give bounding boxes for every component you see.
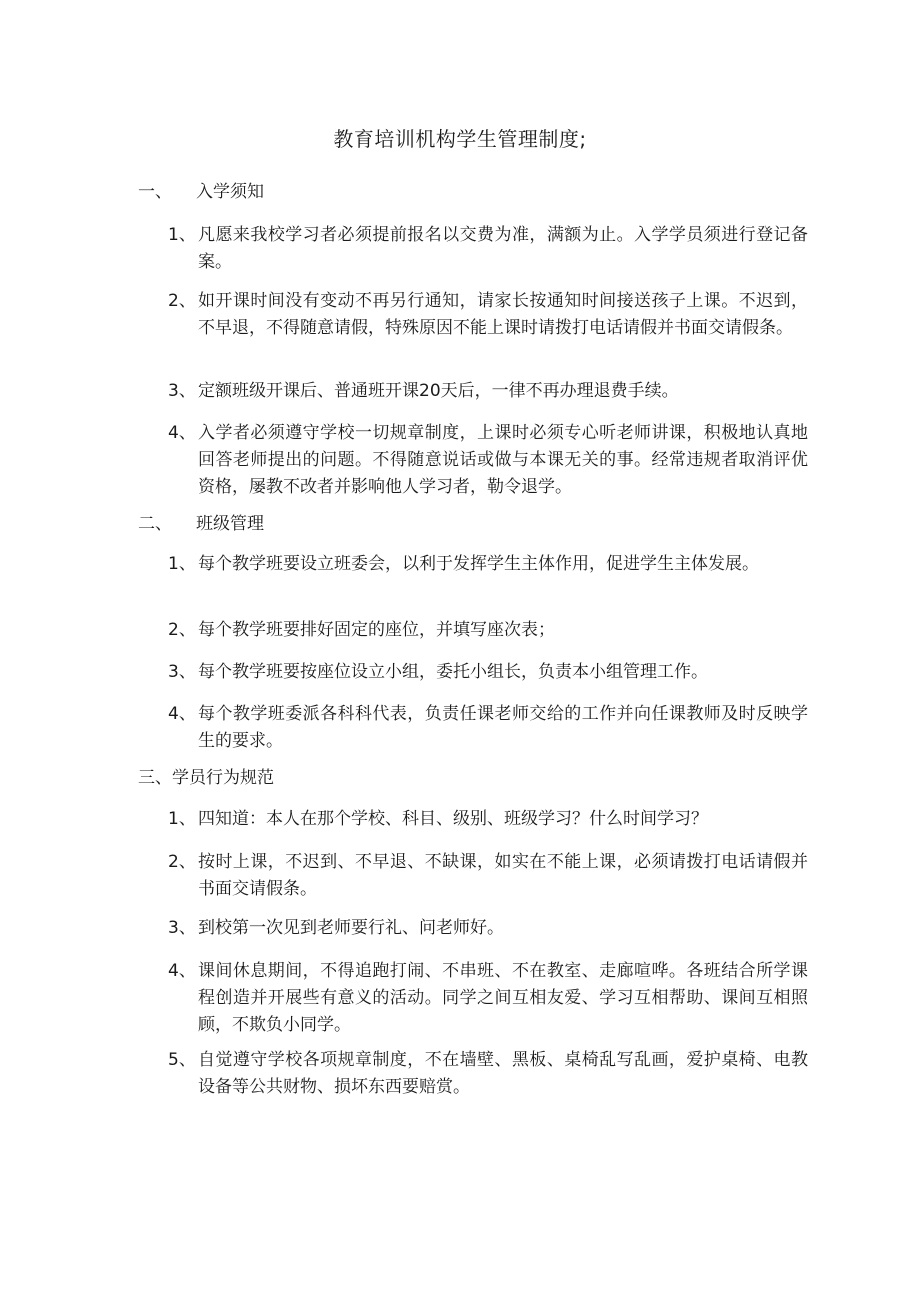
section-title: 入学须知 <box>196 182 264 202</box>
section-title: 班级管理 <box>196 514 264 534</box>
section-number: 三、 <box>138 768 172 788</box>
item-text: 每个教学班要排好固定的座位，并填写座次表； <box>198 620 555 640</box>
list-item <box>168 915 808 942</box>
section-heading-2 <box>138 512 264 536</box>
item-number: 4、 <box>168 423 196 443</box>
item-number: 3、 <box>168 662 196 682</box>
item-number: 2、 <box>168 852 196 872</box>
section-heading-1 <box>138 180 264 204</box>
item-text: 定额班级开课后、普通班开课20天后，一律不再办理退费手续。 <box>198 381 679 401</box>
item-text: 如开课时间没有变动不再另行通知，请家长按通知时间接送孩子上课。不迟到，不早退，不得随意请假，特殊原因不能上课时请拨打电话请假并书面交请假条。 <box>198 291 808 338</box>
list-item <box>168 849 808 903</box>
list-item <box>168 958 808 1039</box>
item-text: 到校第一次见到老师要行礼、问老师好。 <box>198 918 504 938</box>
item-number: 4、 <box>168 704 196 724</box>
list-item <box>168 701 808 755</box>
item-text: 入学者必须遵守学校一切规章制度，上课时必须专心听老师讲课，积极地认真地回答老师提出的问题。不得随意说话或做与本课无关的事。经常违规者取消评优资格，屡教不改者并影响他人学习者，勒令退学。 <box>198 423 808 497</box>
section-number: 二、 <box>138 514 172 534</box>
item-text: 每个教学班要按座位设立小组，委托小组长，负责本小组管理工作。 <box>198 662 708 682</box>
section-title: 学员行为规范 <box>172 768 274 788</box>
item-number: 1、 <box>168 225 196 245</box>
item-text: 凡愿来我校学习者必须提前报名以交费为准，满额为止。入学学员须进行登记备案。 <box>198 225 808 272</box>
list-item <box>168 420 808 501</box>
item-number: 1、 <box>168 809 196 829</box>
list-item <box>168 659 808 686</box>
item-text: 自觉遵守学校各项规章制度，不在墙壁、黑板、桌椅乱写乱画，爱护桌椅、电教设备等公共财物、损坏东西要赔赏。 <box>198 1050 808 1097</box>
list-item <box>168 551 808 578</box>
list-item <box>168 288 808 342</box>
list-item <box>168 222 808 276</box>
section-heading-3 <box>138 766 274 790</box>
item-number: 4、 <box>168 961 196 981</box>
list-item <box>168 617 808 644</box>
item-text: 课间休息期间，不得追跑打闹、不串班、不在教室、走廊喧哗。各班结合所学课程创造并开展些有意义的活动。同学之间互相友爱、学习互相帮助、课间互相照顾，不欺负小同学。 <box>198 961 808 1035</box>
item-number: 3、 <box>168 381 196 401</box>
list-item <box>168 806 808 833</box>
item-number: 5、 <box>168 1050 196 1070</box>
section-number: 一、 <box>138 182 172 202</box>
item-text: 按时上课，不迟到、不早退、不缺课，如实在不能上课，必须请拨打电话请假并书面交请假条。 <box>198 852 808 899</box>
item-number: 3、 <box>168 918 196 938</box>
item-number: 1、 <box>168 554 196 574</box>
list-item <box>168 1047 808 1101</box>
item-text: 四知道：本人在那个学校、科目、级别、班级学习？什么时间学习？ <box>198 809 708 829</box>
item-text: 每个教学班委派各科科代表，负责任课老师交给的工作并向任课教师及时反映学生的要求。 <box>198 704 808 751</box>
list-item <box>168 378 808 405</box>
item-text: 每个教学班要设立班委会，以利于发挥学生主体作用，促进学生主体发展。 <box>198 554 759 574</box>
document-title: 教育培训机构学生管理制度; <box>333 127 587 151</box>
item-number: 2、 <box>168 620 196 640</box>
item-number: 2、 <box>168 291 196 311</box>
